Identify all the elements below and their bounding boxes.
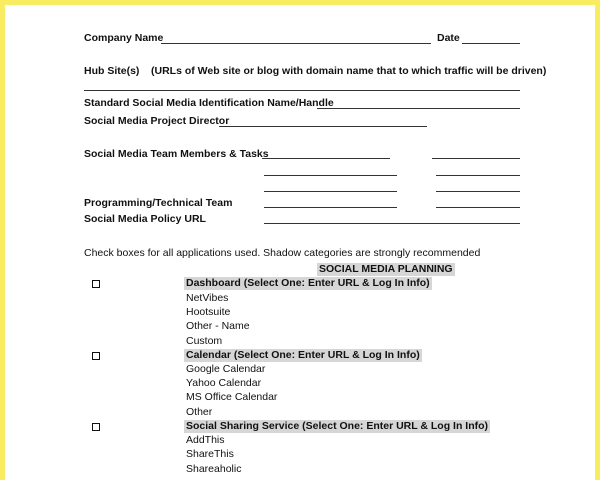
team-member-name-field[interactable] xyxy=(264,175,397,176)
dashboard-option: NetVibes xyxy=(186,292,229,304)
team-member-name-field[interactable] xyxy=(262,158,390,159)
dashboard-option: Other - Name xyxy=(186,320,250,332)
standard-handle-label: Standard Social Media Identification Name/Handle xyxy=(84,97,334,109)
project-director-field[interactable] xyxy=(219,126,427,127)
calendar-option: Google Calendar xyxy=(186,363,266,375)
social-sharing-option: Shareaholic xyxy=(186,463,242,475)
instructions-text: Check boxes for all applications used. Shadow categories are strongly recommended xyxy=(84,247,481,259)
company-name-label: Company Name xyxy=(84,32,164,44)
form-page xyxy=(5,5,595,480)
programming-team-task-field[interactable] xyxy=(436,207,520,208)
planning-heading: SOCIAL MEDIA PLANNING xyxy=(319,263,453,275)
team-member-name-field[interactable] xyxy=(264,191,397,192)
team-member-task-field[interactable] xyxy=(436,175,520,176)
date-label: Date xyxy=(437,32,460,44)
hub-sites-label: Hub Site(s) xyxy=(84,65,140,77)
calendar-option: MS Office Calendar xyxy=(186,391,278,403)
programming-team-label: Programming/Technical Team xyxy=(84,197,233,209)
dashboard-option: Custom xyxy=(186,335,223,347)
dashboard-option: Hootsuite xyxy=(186,306,231,318)
dashboard-checkbox[interactable] xyxy=(92,280,100,288)
social-sharing-option: AddThis xyxy=(186,434,225,446)
company-name-field[interactable] xyxy=(161,43,431,44)
calendar-category-title: Calendar (Select One: Enter URL & Log In Info) xyxy=(186,349,420,361)
calendar-option: Other xyxy=(186,406,213,418)
standard-handle-field[interactable] xyxy=(317,108,520,109)
dashboard-category-title: Dashboard (Select One: Enter URL & Log In Info) xyxy=(186,277,430,289)
team-member-task-field[interactable] xyxy=(432,158,520,159)
calendar-option: Yahoo Calendar xyxy=(186,377,262,389)
hub-sites-note: (URLs of Web site or blog with domain name that to which traffic will be driven) xyxy=(151,65,547,77)
date-field[interactable] xyxy=(462,43,520,44)
social-sharing-category-title: Social Sharing Service (Select One: Enter URL & Log In Info) xyxy=(186,420,489,432)
calendar-checkbox[interactable] xyxy=(92,352,100,360)
programming-team-name-field[interactable] xyxy=(264,207,397,208)
team-members-label: Social Media Team Members & Tasks xyxy=(84,148,269,160)
social-sharing-option: ShareThis xyxy=(186,448,234,460)
social-sharing-checkbox[interactable] xyxy=(92,423,100,431)
policy-url-label: Social Media Policy URL xyxy=(84,213,206,225)
project-director-label: Social Media Project Director xyxy=(84,115,230,127)
team-member-task-field[interactable] xyxy=(436,191,520,192)
policy-url-field[interactable] xyxy=(264,223,520,224)
hub-sites-field[interactable] xyxy=(84,90,520,91)
